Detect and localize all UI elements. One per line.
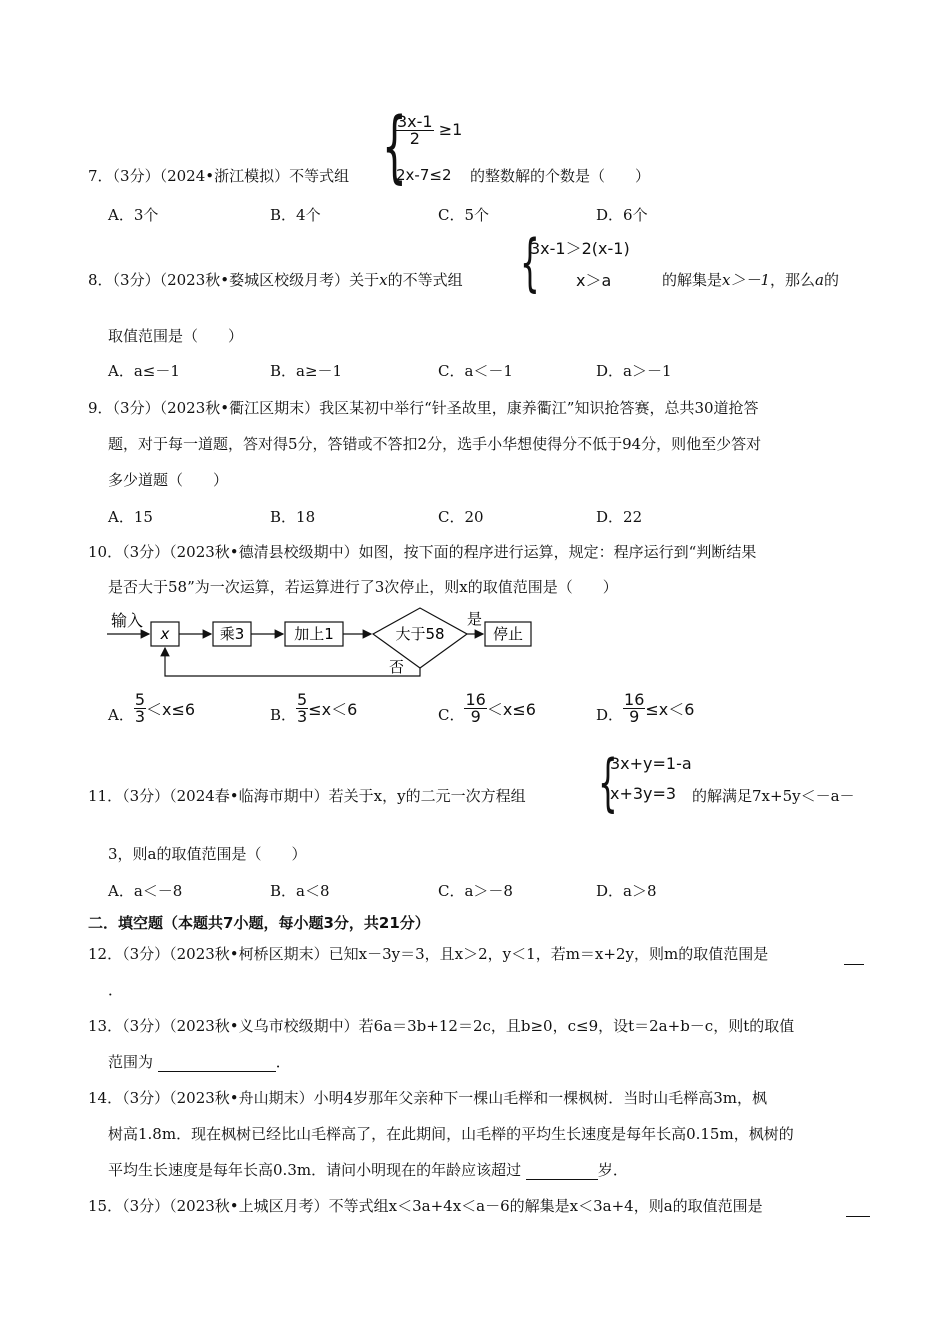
question-13-line1: 13．（3分）（2023秋•义乌市校级期中）若6a＝3b+12＝2c，且b≥0，c≤9，设t＝2a+b－c，则t的取值 (88, 1017, 795, 1035)
q8-solution: x＞－1 (722, 271, 771, 289)
q7-system-line1 (396, 114, 462, 147)
system-brace: { (382, 102, 407, 192)
q8-system-line2: x＞a (576, 271, 612, 290)
q8-suffix (662, 270, 839, 290)
q13-line2-text: 范围为 (108, 1053, 154, 1071)
fraction-denominator: 3 (297, 707, 308, 726)
question-10-line2: 是否大于58”为一次运算，若运算进行了3次停止，则x的取值范围是（ ） (108, 578, 618, 596)
q8-mid: 的不等式组 (387, 271, 463, 289)
flow-add-label: 加上1 (294, 625, 334, 643)
q10-option-d[interactable] (596, 692, 694, 725)
question-15-line1: 15．（3分）（2023秋•上城区月考）不等式组x＜3a+4x＜a－6的解集是x＜3a+4，则a的取值范围是 (88, 1197, 763, 1215)
fraction-numerator: 16 (624, 690, 645, 709)
question-11-line2: 3，则a的取值范围是（ ） (108, 845, 307, 863)
question-12-line1: 12．（3分）（2023秋•柯桥区期末）已知x－3y＝3，且x＞2，y＜1，若m＝x+2y，则m的取值范围是 (88, 945, 769, 963)
q8-option-d[interactable]: D．a＞－1 (596, 362, 672, 380)
option-letter: C． (438, 706, 465, 724)
q14-answer-blank[interactable] (526, 1161, 598, 1180)
fraction-denominator: 9 (629, 707, 640, 726)
q11-option-c[interactable]: C．a＞－8 (438, 882, 513, 900)
question-8-text (88, 270, 463, 290)
question-11-prefix: 11．（3分）（2024春•临海市期中）若关于x，y的二元一次方程组 (88, 787, 526, 805)
fraction-numerator: 16 (465, 690, 486, 709)
fraction-denominator: 3 (134, 707, 146, 726)
question-9-line1: 9．（3分）（2023秋•衢江区期末）我区某初中举行“针圣故里，康养衢江”知识抢答赛，总共30道抢答 (88, 399, 759, 417)
q10-option-a[interactable] (108, 692, 195, 725)
flow-no-label: 否 (389, 658, 405, 676)
option-letter: D． (596, 706, 624, 724)
q11-system-line1: 3x+y=1-a (610, 754, 692, 773)
option-fraction (464, 692, 486, 725)
option-letter: B． (270, 706, 297, 724)
question-9-line3: 多少道题（ ） (108, 471, 229, 489)
q11-option-a[interactable]: A．a＜－8 (108, 882, 183, 900)
q13-line2-end: ． (275, 1053, 291, 1071)
question-11-suffix: 的解满足7x+5y＜－a－ (692, 787, 855, 805)
q9-option-c[interactable]: C．20 (438, 508, 484, 526)
fraction-numerator: 5 (134, 690, 146, 709)
q8-var-x: x (379, 271, 388, 289)
question-12-line2: ． (108, 981, 124, 999)
q10-option-b[interactable] (270, 692, 357, 725)
q7-fraction (396, 114, 434, 147)
q8-var-a: a (815, 271, 824, 289)
q8-option-c[interactable]: C．a＜－1 (438, 362, 513, 380)
option-fraction (623, 692, 645, 725)
q8-option-b[interactable]: B．a≥－1 (270, 362, 343, 380)
q14-line3-text: 平均生长速度是每年长高0.3m．请问小明现在的年龄应该超过 (108, 1161, 522, 1179)
question-7-prefix: 7．（3分）（2024•浙江模拟）不等式组 (88, 167, 350, 185)
program-flowchart (105, 606, 545, 682)
fraction-numerator: 5 (297, 690, 308, 709)
question-13-line2 (108, 1052, 291, 1072)
flow-yes-label: 是 (467, 610, 483, 628)
q10-option-c[interactable] (438, 692, 536, 725)
question-14-line1: 14．（3分）（2023秋•舟山期末）小明4岁那年父亲种下一棵山毛榉和一棵枫树．当时山毛榉高3m，枫 (88, 1089, 767, 1107)
option-inequality: ≤x＜6 (308, 700, 358, 719)
q7-option-c[interactable]: C．5个 (438, 206, 490, 224)
q8-suffix-e: 的 (824, 271, 840, 289)
q9-option-d[interactable]: D．22 (596, 508, 643, 526)
question-9-line2: 题，对于每一道题，答对得5分，答错或不答扣2分，选手小华想使得分不低于94分，则他至少答对 (108, 435, 762, 453)
flow-condition-label: 大于58 (395, 625, 445, 643)
option-inequality: ＜x≤6 (486, 700, 536, 719)
q13-answer-blank[interactable] (158, 1053, 276, 1072)
q14-line3-end: 岁． (597, 1161, 628, 1179)
question-7-suffix: 的整数解的个数是（ ） (470, 167, 651, 185)
q8-suffix-c: ，那么 (770, 271, 816, 289)
option-inequality: ≤x＜6 (645, 700, 695, 719)
section-2-heading: 二．填空题（本题共7小题，每小题3分，共21分） (88, 914, 430, 932)
flow-input-label: 输入 (111, 611, 144, 630)
q9-option-a[interactable]: A．15 (108, 508, 153, 526)
q11-option-b[interactable]: B．a＜8 (270, 882, 330, 900)
q8-option-a[interactable]: A．a≤－1 (108, 362, 180, 380)
question-14-line3 (108, 1160, 628, 1180)
q7-option-b[interactable]: B．4个 (270, 206, 321, 224)
q12-answer-blank[interactable] (844, 944, 864, 965)
flow-loop-arrow (165, 648, 420, 676)
flow-multiply-label: 乘3 (219, 625, 245, 643)
q9-option-b[interactable]: B．18 (270, 508, 316, 526)
q7-option-d[interactable]: D．6个 (596, 206, 648, 224)
fraction-numerator: 3x-1 (397, 112, 433, 131)
flow-stop-label: 停止 (492, 625, 524, 643)
question-14-line2: 树高1.8m．现在枫树已经比山毛榉高了，在此期间，山毛榉的平均生长速度是每年长高0.15m，枫树的 (108, 1125, 794, 1143)
fraction-denominator: 2 (409, 129, 420, 148)
question-10-line1: 10．（3分）（2023秋•德清县校级期中）如图，按下面的程序进行运算，规定：程序运行到“判断结果 (88, 543, 757, 561)
option-fraction (134, 692, 146, 725)
q8-prefix: 8．（3分）（2023秋•婺城区校级月考）关于 (88, 271, 380, 289)
system-brace: { (520, 226, 540, 299)
q15-answer-blank[interactable] (846, 1196, 870, 1217)
flow-x-label: x (160, 625, 170, 643)
q7-system-line2: 2x-7≤2 (396, 166, 452, 184)
question-8-line2: 取值范围是（ ） (108, 327, 244, 345)
option-fraction (296, 692, 308, 725)
q7-relation-1: ≥1 (438, 120, 463, 139)
q11-option-d[interactable]: D．a＞8 (596, 882, 657, 900)
q8-suffix-a: 的解集是 (662, 271, 723, 289)
option-inequality: ＜x≤6 (146, 700, 196, 719)
system-brace: { (598, 746, 618, 819)
q7-option-a[interactable]: A．3个 (108, 206, 159, 224)
q8-system-line1: 3x-1＞2(x-1) (530, 239, 630, 258)
option-letter: A． (108, 706, 134, 724)
q11-system-line2: x+3y=3 (610, 784, 677, 803)
fraction-denominator: 9 (470, 707, 481, 726)
